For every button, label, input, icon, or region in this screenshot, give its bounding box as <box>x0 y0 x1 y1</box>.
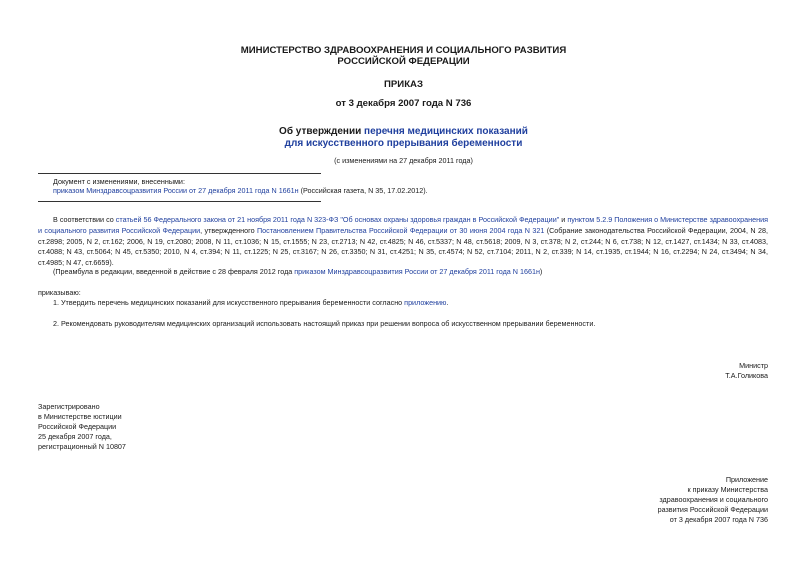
appendix-line-1: Приложение <box>725 475 768 484</box>
amendment-order-link[interactable]: приказом Минздравсоцразвития России от 27 декабря 2011 года N 1661н <box>53 186 299 195</box>
signature-name: Т.А.Голикова <box>725 371 768 380</box>
order-item-1-end: . <box>446 298 449 307</box>
government-resolution-link[interactable]: Постановлением Правительства Российской Федерации от 30 июня 2004 года N 321 <box>256 225 545 235</box>
order-item-1 <box>53 298 448 308</box>
preamble-text-2: и <box>559 215 568 224</box>
order-intro: приказываю: <box>38 288 81 297</box>
order-item-1-text: 1. Утвердить перечень медицинских показаний для искусственного прерывания беременности согласно <box>53 298 405 307</box>
registration-line-3: Российской Федерации <box>38 422 117 431</box>
preamble-text-1: В соответствии со <box>53 215 116 224</box>
ministry-name-line1: МИНИСТЕРСТВО ЗДРАВООХРАНЕНИЯ И СОЦИАЛЬНОГО РАЗВИТИЯ <box>240 45 567 56</box>
amended-note: (с изменениями на 27 декабря 2011 года) <box>334 156 473 165</box>
document-title-line1 <box>0 126 807 138</box>
title-prefix: Об утверждении <box>279 126 365 137</box>
appendix-line-4: развития Российской Федерации <box>657 505 768 514</box>
preamble-text-3: , утвержденного <box>200 225 257 235</box>
amendments-top-rule <box>38 173 321 174</box>
appendix-line-2: к приказу Министерства <box>687 485 768 494</box>
registration-line-5: регистрационный N 10807 <box>38 442 126 451</box>
appendix-link[interactable]: приложению <box>404 298 447 307</box>
preamble-edition-note <box>53 267 542 277</box>
edition-order-link[interactable]: приказом Минздравсоцразвития России от 27 декабря 2011 года N 1661н <box>294 267 540 276</box>
regulation-link[interactable]: пунктом 5.2.9 Положения о Министерстве здравоохранения и социального развития Российской Федерации <box>38 215 768 235</box>
amendments-entry <box>53 186 428 196</box>
title-link-line2[interactable]: для искусственного прерывания беременности <box>284 138 523 149</box>
document-type: ПРИКАЗ <box>384 79 423 90</box>
registration-line-4: 25 декабря 2007 года, <box>38 432 112 441</box>
edition-note-end: ) <box>539 267 543 276</box>
document-date-number: от 3 декабря 2007 года N 736 <box>335 98 472 109</box>
amendment-source: (Российская газета, N 35, 17.02.2012). <box>298 186 428 195</box>
order-item-2: 2. Рекомендовать руководителям медицинских организаций использовать настоящий приказ при решении вопроса об искусственном прерывании беременности. <box>53 319 596 328</box>
amendments-bottom-rule <box>38 201 321 202</box>
title-link[interactable]: перечня медицинских показаний <box>364 126 528 137</box>
registration-line-1: Зарегистрировано <box>38 402 100 411</box>
document-title-line2 <box>0 138 807 150</box>
edition-note-text: (Преамбула в редакции, введенной в действие с 28 февраля 2012 года <box>53 267 295 276</box>
ministry-name-line2: РОССИЙСКОЙ ФЕДЕРАЦИИ <box>337 56 470 67</box>
registration-line-2: в Министерстве юстиции <box>38 412 122 421</box>
appendix-line-5: от 3 декабря 2007 года N 736 <box>669 515 768 524</box>
preamble-text-4: (Собрание законодательства Российской Федерации, 2004, N 28, ст.2898; 2005, N 2, ст.162; 2006, N 19, ст.2080; 2008, N 11, ст.1036; N 15, ст.1555; N 23, ст.2713; N 42, ст.4825; N 46, ст.5337; N 48, ст.5618; 2009, N 3, ст.378; N 2, ст.244; N 6, ст.738; N 12, ст.1427, ст.1434; N 33, ст.4083, ст.4088; N 43, ст.5064; N 45, ст.5350; 2010, N 4, ст.394; N 11, ст.1225; N 25, ст.3167; N 26, ст.3350; N 31, ст.4251; N 35, ст.4574; N 52, ст.7104; 2011, N 2, ст.339; N 14, ст.1935, ст.1944; N 16, ст.2294; N 24, ст.3494; N 34, ст.4985; N 47, ст.6659). <box>38 225 768 268</box>
amendments-label: Документ с изменениями, внесенными: <box>53 177 185 186</box>
preamble-paragraph <box>38 215 768 269</box>
signature-position: Министр <box>739 361 768 370</box>
appendix-line-3: здравоохранения и социального <box>659 495 768 504</box>
federal-law-link[interactable]: статьей 56 Федерального закона от 21 ноября 2011 года N 323-ФЗ "Об основах охраны здоровья граждан в Российской Федерации" <box>115 215 560 224</box>
